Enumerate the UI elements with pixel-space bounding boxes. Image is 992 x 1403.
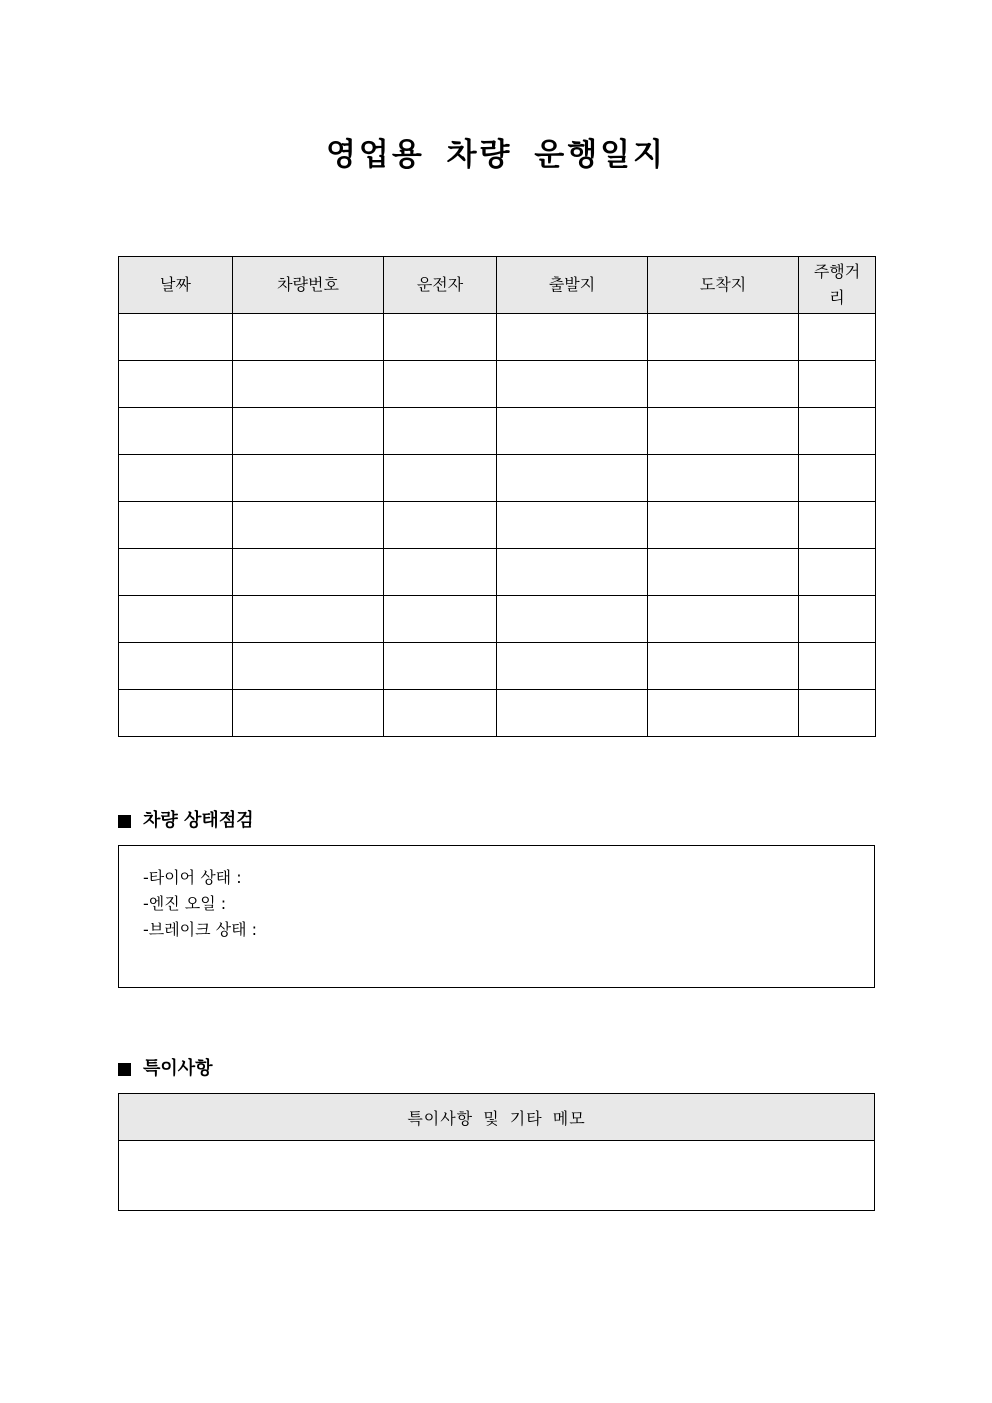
cell-date[interactable]	[119, 690, 233, 737]
cell-driver[interactable]	[384, 549, 497, 596]
cell-date[interactable]	[119, 643, 233, 690]
cell-destination[interactable]	[648, 314, 799, 361]
header-vehicle-number: 차량번호	[233, 257, 384, 314]
notes-table-header: 특이사항 및 기타 메모	[119, 1094, 875, 1141]
cell-destination[interactable]	[648, 690, 799, 737]
cell-departure[interactable]	[497, 408, 648, 455]
cell-date[interactable]	[119, 502, 233, 549]
cell-departure[interactable]	[497, 643, 648, 690]
cell-destination[interactable]	[648, 549, 799, 596]
table-row	[119, 549, 876, 596]
cell-destination[interactable]	[648, 408, 799, 455]
cell-vehicle-number[interactable]	[233, 455, 384, 502]
cell-driver[interactable]	[384, 455, 497, 502]
cell-driver[interactable]	[384, 408, 497, 455]
table-row	[119, 361, 876, 408]
inspection-item-engine-oil: -엔진 오일 :	[143, 894, 227, 913]
cell-vehicle-number[interactable]	[233, 549, 384, 596]
cell-vehicle-number[interactable]	[233, 643, 384, 690]
cell-date[interactable]	[119, 361, 233, 408]
black-square-icon	[118, 815, 131, 828]
table-row	[119, 408, 876, 455]
header-date: 날짜	[119, 257, 233, 314]
notes-table	[118, 1093, 875, 1211]
cell-driver[interactable]	[384, 314, 497, 361]
cell-vehicle-number[interactable]	[233, 502, 384, 549]
cell-distance[interactable]	[799, 408, 876, 455]
header-destination: 도착지	[648, 257, 799, 314]
page-title: 영업용 차량 운행일지	[325, 137, 667, 173]
inspection-box[interactable]	[118, 845, 875, 988]
cell-destination[interactable]	[648, 596, 799, 643]
cell-departure[interactable]	[497, 314, 648, 361]
cell-driver[interactable]	[384, 596, 497, 643]
inspection-heading	[118, 809, 254, 833]
table-row	[119, 643, 876, 690]
table-row	[119, 314, 876, 361]
cell-destination[interactable]	[648, 643, 799, 690]
cell-departure[interactable]	[497, 596, 648, 643]
notes-heading	[118, 1057, 213, 1081]
cell-date[interactable]	[119, 549, 233, 596]
cell-distance[interactable]	[799, 361, 876, 408]
header-distance: 주행거리	[799, 257, 876, 314]
cell-distance[interactable]	[799, 455, 876, 502]
cell-driver[interactable]	[384, 361, 497, 408]
notes-heading-label: 특이사항	[143, 1058, 213, 1079]
header-driver: 운전자	[384, 257, 497, 314]
header-departure: 출발지	[497, 257, 648, 314]
cell-driver[interactable]	[384, 690, 497, 737]
cell-vehicle-number[interactable]	[233, 314, 384, 361]
cell-driver[interactable]	[384, 643, 497, 690]
notes-content-cell[interactable]	[119, 1141, 875, 1211]
cell-vehicle-number[interactable]	[233, 596, 384, 643]
table-row	[119, 502, 876, 549]
cell-distance[interactable]	[799, 596, 876, 643]
cell-departure[interactable]	[497, 690, 648, 737]
inspection-item-tire: -타이어 상태 :	[143, 868, 242, 887]
inspection-item-brake: -브레이크 상태 :	[143, 920, 258, 939]
cell-departure[interactable]	[497, 455, 648, 502]
cell-distance[interactable]	[799, 502, 876, 549]
cell-departure[interactable]	[497, 361, 648, 408]
table-row	[119, 690, 876, 737]
cell-destination[interactable]	[648, 455, 799, 502]
cell-departure[interactable]	[497, 549, 648, 596]
table-header-row	[119, 257, 876, 314]
cell-distance[interactable]	[799, 643, 876, 690]
table-row	[119, 596, 876, 643]
cell-destination[interactable]	[648, 361, 799, 408]
cell-date[interactable]	[119, 596, 233, 643]
cell-distance[interactable]	[799, 690, 876, 737]
cell-date[interactable]	[119, 408, 233, 455]
cell-distance[interactable]	[799, 549, 876, 596]
cell-vehicle-number[interactable]	[233, 408, 384, 455]
cell-vehicle-number[interactable]	[233, 690, 384, 737]
cell-date[interactable]	[119, 455, 233, 502]
cell-vehicle-number[interactable]	[233, 361, 384, 408]
cell-driver[interactable]	[384, 502, 497, 549]
cell-distance[interactable]	[799, 314, 876, 361]
cell-date[interactable]	[119, 314, 233, 361]
vehicle-log-table	[118, 256, 876, 737]
cell-destination[interactable]	[648, 502, 799, 549]
inspection-heading-label: 차량 상태점검	[143, 810, 254, 831]
table-row	[119, 455, 876, 502]
black-square-icon	[118, 1063, 131, 1076]
cell-departure[interactable]	[497, 502, 648, 549]
